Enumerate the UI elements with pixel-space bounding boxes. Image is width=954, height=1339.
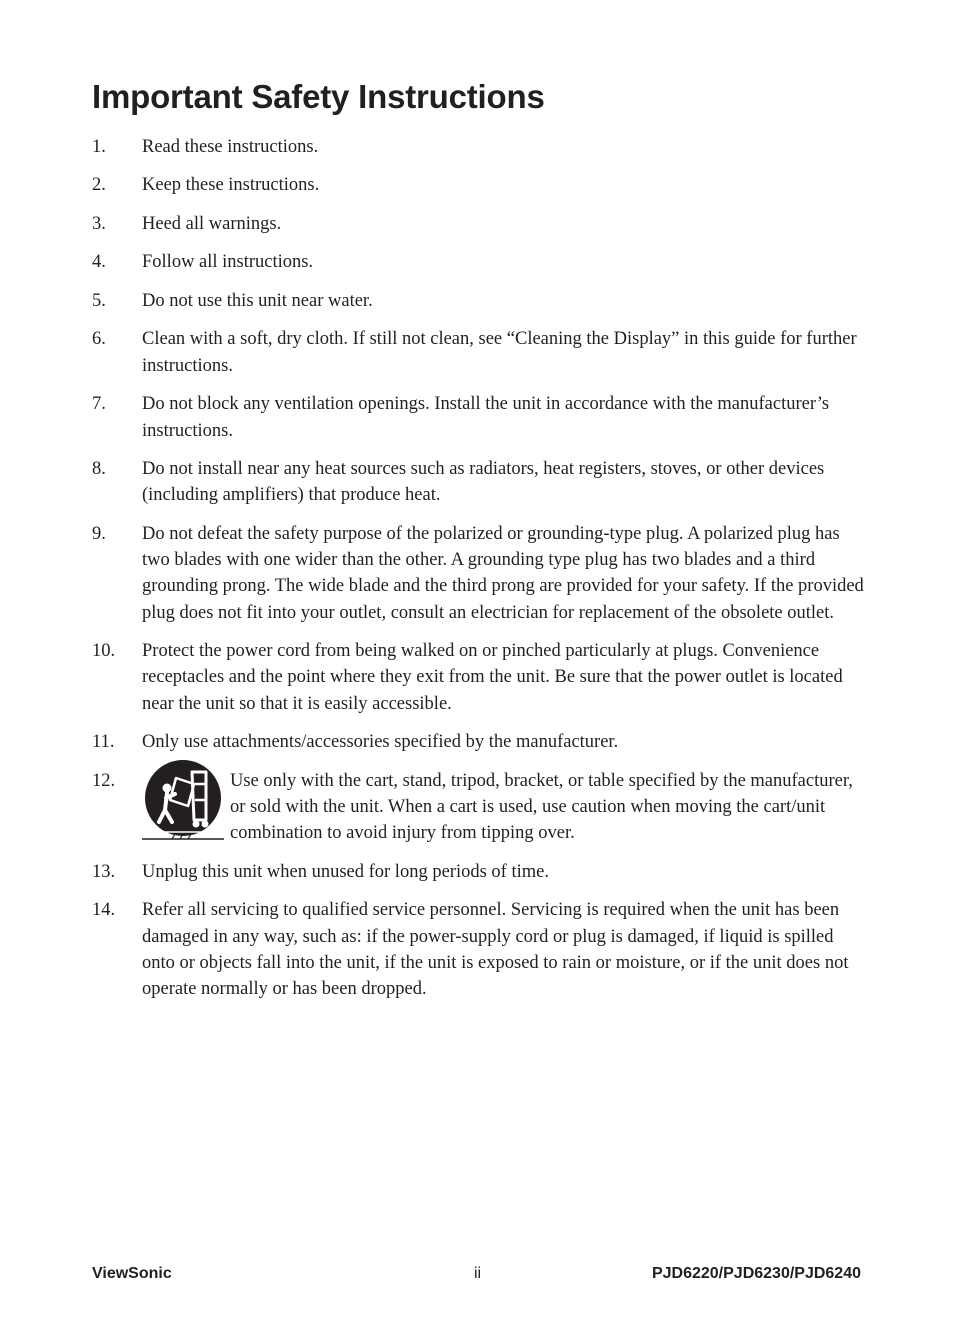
list-item	[92, 638, 867, 717]
item-text: Clean with a soft, dry cloth. If still not clean, see “Cleaning the Display” in this guide for further instructions.	[142, 329, 857, 376]
item-text: Do not install near any heat sources such as radiators, heat registers, stoves, or other devices (including amplifiers) that produce heat.	[142, 458, 825, 506]
item-number: 9.	[92, 523, 106, 544]
list-item	[92, 172, 867, 198]
list-item	[92, 288, 867, 314]
item-number: 5.	[92, 290, 106, 311]
item-number: 12.	[92, 770, 116, 791]
list-item	[92, 326, 867, 379]
safety-instructions-list	[92, 134, 867, 1015]
list-item	[92, 859, 867, 885]
item-text: Protect the power cord from being walked on or pinched particularly at plugs. Convenience receptacles and the point where they exit from the unit. Be sure that the power outlet is located near the unit so that it is easily accessible.	[142, 641, 843, 714]
footer-page-number: ii	[474, 1265, 482, 1282]
page-title: Important Safety Instructions	[92, 78, 545, 115]
item-number: 10.	[92, 641, 116, 662]
item-text: Follow all instructions.	[142, 252, 314, 273]
item-text: Use only with the cart, stand, tripod, bracket, or table specified by the manufacturer, or sold with the unit. When a cart is used, use caution when moving the cart/unit combination to avoid injury from tipping over.	[230, 770, 853, 844]
item-text: Read these instructions.	[142, 137, 319, 157]
list-item	[92, 211, 867, 237]
cart-tip-over-warning-icon	[142, 760, 224, 840]
item-text: Keep these instructions.	[142, 175, 320, 196]
list-item	[92, 391, 867, 444]
item-number: 6.	[92, 329, 106, 350]
item-text: Do not block any ventilation openings. Install the unit in accordance with the manufacturer’s instructions.	[142, 394, 830, 441]
item-text: Heed all warnings.	[142, 213, 282, 234]
item-number: 7.	[92, 394, 106, 415]
item-text: Only use attachments/accessories specified by the manufacturer.	[142, 732, 619, 753]
list-item	[92, 249, 867, 275]
item-number: 11.	[92, 732, 115, 753]
item-number: 2.	[92, 175, 106, 196]
list-item	[92, 768, 867, 847]
list-item	[92, 521, 867, 626]
cart-warning-block	[142, 768, 867, 847]
item-number: 13.	[92, 861, 116, 882]
list-item	[92, 729, 867, 755]
item-number: 3.	[92, 213, 106, 234]
item-number: 1.	[92, 137, 106, 157]
item-text: Refer all servicing to qualified service personnel. Servicing is required when the unit has been damaged in any way, such as: if the power-supply cord or plug is damaged, if liquid is spilled onto or objects fall into the unit, if the unit is exposed to rain or moisture, or if the unit does not operate normally or has been dropped.	[142, 900, 849, 1000]
item-number: 8.	[92, 458, 106, 479]
footer-model-numbers: PJD6220/PJD6230/PJD6240	[651, 1265, 861, 1282]
item-text: Unplug this unit when unused for long periods of time.	[142, 861, 549, 882]
list-item	[92, 456, 867, 509]
item-number: 14.	[92, 900, 116, 921]
item-text: Do not defeat the safety purpose of the polarized or grounding-type plug. A polarized plug has two blades with one wider than the other. A grounding type plug has two blades and a third grounding prong. The wide blade and the third prong are provided for your safety. If the provided plug does not fit into your outlet, consult an electrician for replacement of the obsolete outlet.	[142, 523, 864, 623]
item-number: 4.	[92, 252, 106, 273]
list-item	[92, 134, 867, 160]
list-item	[92, 897, 867, 1002]
footer-brand: ViewSonic	[92, 1265, 172, 1282]
item-text: Do not use this unit near water.	[142, 290, 373, 311]
